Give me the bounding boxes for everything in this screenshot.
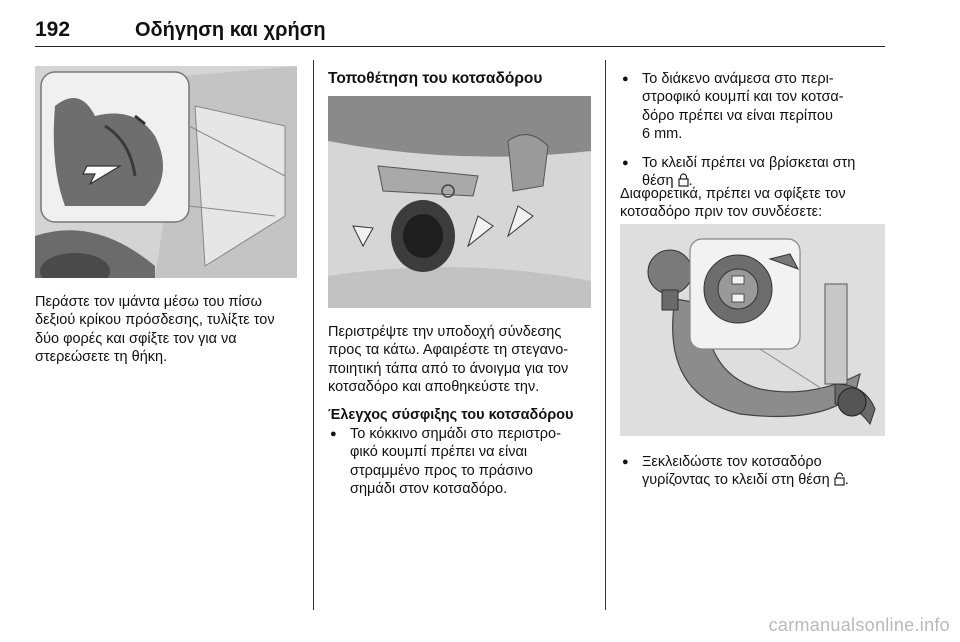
page-title: Οδήγηση και χρήση (135, 19, 326, 41)
tow-socket-figure (328, 96, 591, 308)
bullet-item: ● Ξεκλειδώστε τον κοτσαδόρο γυρίζοντας το κλειδί στη θέση . (620, 453, 890, 490)
section-heading: Τοποθέτηση του κοτσαδόρου (328, 70, 543, 87)
body-text: Περιστρέψτε την υποδοχή σύνδεσης προς τα κάτω. Αφαιρέστε τη στεγανο- ποιητική τάπα από το άνοιγμα για τον κοτσαδόρο και αποθηκεύστε την. (328, 324, 569, 396)
body-text: Περάστε τον ιμάντα μέσω του πίσω δεξιού κρίκου πρόσδεσης, τυλίξτε τον δύο φορές και σφίξτε τον για να στερεώσετε τη θήκη. (35, 294, 275, 366)
trunk-bag-figure (35, 66, 297, 278)
right-paragraph (620, 185, 890, 222)
mid-paragraph (328, 323, 598, 397)
subsection-heading: Έλεγχος σύσφιξης του κοτσαδόρου (328, 407, 574, 423)
page-number: 192 (35, 18, 71, 41)
body-text: Διαφορετικά, πρέπει να σφίξετε τον κοτσαδόρο πριν τον συνδέσετε: (620, 186, 846, 221)
padlock-open-icon (834, 472, 845, 486)
watermark: carmanualsonline.info (768, 615, 950, 635)
column-divider (313, 60, 314, 610)
right-bullet-list (620, 70, 890, 190)
bullet-item: ● Το κλειδί πρέπει να βρίσκεται στη θέση . (620, 154, 890, 191)
page-header (35, 8, 885, 47)
right-bullet-list-2 (620, 453, 890, 490)
bullet-item: ● Το κόκκινο σημάδι στο περιστρο- φικό κουμπί πρέπει να είναι στραμμένο προς το πράσινο σημάδι στον κοτσαδόρο. (328, 425, 598, 499)
left-paragraph (35, 293, 300, 367)
column-divider (605, 60, 606, 610)
mid-bullet-list (328, 425, 598, 499)
bullet-text: Το κλειδί πρέπει να βρίσκεται στη θέση (642, 154, 856, 190)
tow-bar-figure (620, 224, 885, 436)
bullet-text: Ξεκλειδώστε τον κοτσαδόρο γυρίζοντας το κλειδί στη θέση (642, 454, 830, 489)
bullet-item: ● Το διάκενο ανάμεσα στο περι- στροφικό κουμπί και τον κοτσα- δόρο πρέπει να είναι περίπου 6 mm. (620, 70, 890, 144)
